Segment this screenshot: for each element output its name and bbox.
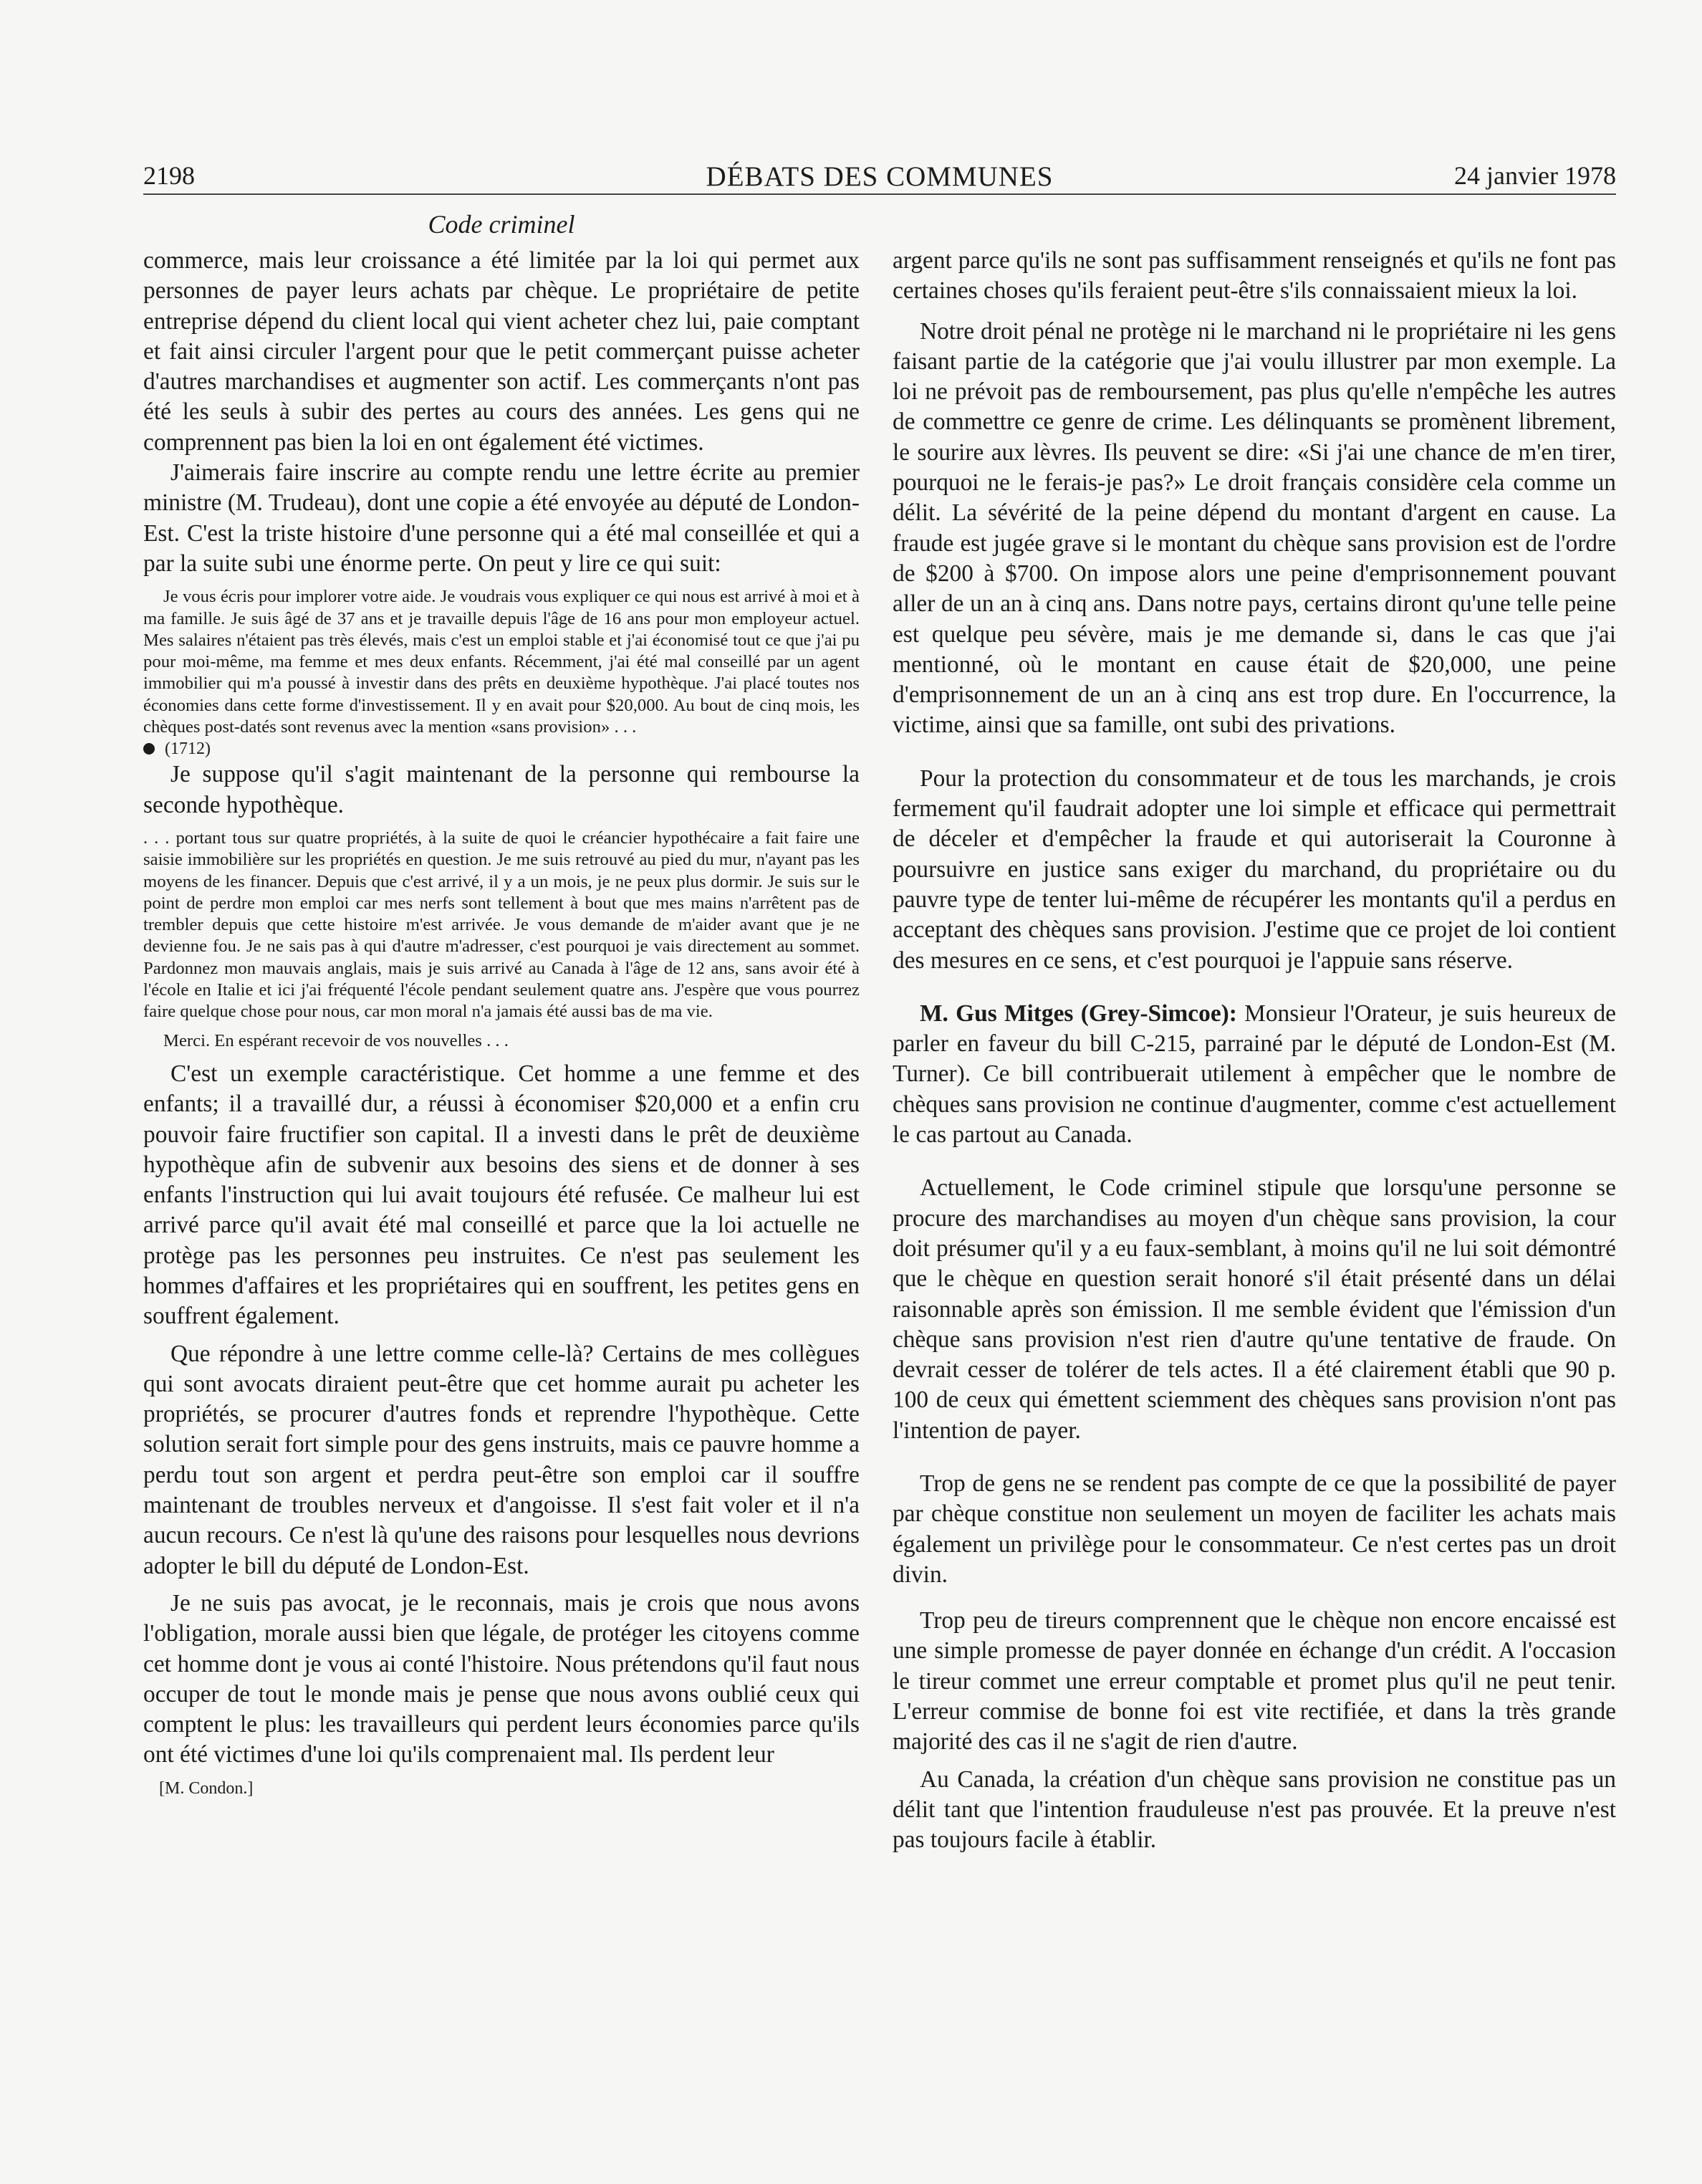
paragraph: Trop de gens ne se rendent pas compte de ce que la possibilité de payer par chèque constitue non seulement un moyen de faciliter les achats mais également un privilège pour le consommateur. Ce n'est certes pas un droit divin. [893, 1470, 1616, 1588]
paragraph: Que répondre à une lettre comme celle-là? Certains de mes collègues qui sont avocats diraient peut-être que cet homme aurait pu acheter les propriétés, se procurer d'autres fonds et reprendre l'hypothèque. Cette solution serait fort simple pour des gens instruits, mais ce pauvre homme a perdu tout son argent et perdra peut-être son emploi car il souffre maintenant de troubles nerveux et d'angoisse. Il s'est fait voler et il n'a aucun recours. Ce n'est là qu'une des raisons pour lesquelles nous devrions adopter le bill du député de London-Est. [143, 1340, 860, 1579]
time-marker [143, 738, 860, 760]
quoted-letter: . . . portant tous sur quatre propriétés, à la suite de quoi le créancier hypothécaire a fait faire une saisie immobilière sur les propriétés en question. Je me suis retrouvé au pied du mur, n'ayant pas les moyens de les financer. Depuis que c'est arrivé, il y a un mois, je ne peux plus dormir. Je suis sur le point de perdre mon emploi car mes nerfs sont tellement à bout que mes mains n'arrêtent pas de trembler depuis que cette histoire m'est arrivée. Je vous demande de m'aider avant que je ne devienne fou. Je ne sais pas à qui d'autre m'adresser, c'est pourquoi je vais directement au sommet. Pardonnez mon mauvais anglais, mais je suis arrivé au Canada à l'âge de 12 ans, sans avoir été à l'école en Italie et ici j'ai fréquenté l'école pendant seulement quatre ans. J'espère que vous pourrez faire quelque chose pour nous, car mon moral n'a jamais été aussi bas de ma vie. [143, 828, 860, 1022]
page-number: 2198 [143, 161, 195, 190]
issue-date: 24 janvier 1978 [1454, 161, 1616, 190]
paragraph: Notre droit pénal ne protège ni le marchand ni le propriétaire ni les gens faisant partie de la catégorie que j'ai voulu illustrer par mon exemple. La loi ne prévoit pas de remboursement, pas plus qu'elle n'empêche les autres de commettre ce genre de crime. Les délinquants se promènent librement, le sourire aux lèvres. Ils peuvent se dire: «Si j'ai une chance de m'en tirer, pourquoi ne le ferais-je pas?» Le droit français considère cela comme un délit. La sévérité de la peine dépend du montant d'argent en cause. La fraude est jugée grave si le montant du chèque sans provision est de l'ordre de $200 à $700. On impose alors une peine d'emprisonnement pouvant aller de un an à cinq ans. Dans notre pays, certains diront qu'une telle peine est quelque peu sévère, mais je me demande si, dans le cas que j'ai mentionné, où le montant en cause était de $20,000, une peine d'emprisonnement de un an à cinq ans est trop dure. En l'occurrence, la victime, ainsi que sa famille, ont subi des privations. [893, 317, 1616, 739]
paragraph: Pour la protection du consommateur et de tous les marchands, je crois fermement qu'il faudrait adopter une loi simple et efficace qui permettrait de déceler et d'empêcher la fraude et qui autoriserait la Couronne à poursuivre en justice sans exiger du marchand, du propriétaire ou du pauvre type de tenter lui-même de récupérer les montants qu'il a perdus en acceptant des chèques sans provision. J'estime que ce projet de loi contient des mesures en ce sens, et c'est pourquoi je l'appuie sans réserve. [893, 765, 1616, 974]
left-column [143, 246, 860, 1799]
bullet-icon [143, 743, 155, 755]
paragraph: Je ne suis pas avocat, je le reconnais, mais je crois que nous avons l'obligation, morale aussi bien que légale, de protéger les citoyens comme cet homme dont je vous ai conté l'histoire. Nous prétendons qu'il faut nous occuper de tout le monde mais je pense que nous avons oublié ceux qui comptent le plus: les travailleurs qui perdent leurs économies parce qu'ils ont été victimes d'une loi qu'ils comprenaient mal. Ils perdent leur [143, 1589, 860, 1768]
time-marker-label: (1712) [165, 739, 211, 759]
running-header [143, 156, 1616, 195]
paragraph: J'aimerais faire inscrire au compte rendu une lettre écrite au premier ministre (M. Trudeau), dont une copie a été envoyée au député de London-Est. C'est la triste histoire d'une personne qui a été mal conseillée et qui a par la suite subi une énorme perte. On peut y lire ce qui suit: [143, 459, 860, 577]
paragraph: C'est un exemple caractéristique. Cet homme a une femme et des enfants; il a travaillé dur, a réussi à économiser $20,000 et a enfin cru pouvoir faire fructifier son capital. Il a investi dans le prêt de deuxième hypothèque afin de subvenir aux besoins des siens et de donner à ses enfants l'instruction qui lui avait toujours été refusée. Ce malheur lui est arrivé parce qu'il avait été mal conseillé et parce que la loi actuelle ne protège pas les personnes peu instruites. Ce n'est pas seulement les hommes d'affaires et les propriétaires qui en souffrent, les petites gens en souffrent également. [143, 1060, 860, 1330]
paragraph: Je suppose qu'il s'agit maintenant de la personne qui rembourse la seconde hypothèque. [143, 761, 860, 818]
paragraph: Trop peu de tireurs comprennent que le chèque non encore encaissé est une simple promesse de payer donnée en échange d'un crédit. A l'occasion le tireur commet une erreur comptable et promet plus qu'il ne peut tenir. L'erreur commise de bonne foi est vite rectifiée, et dans la très grande majorité des cas il ne s'agit de rien d'autre. [893, 1607, 1616, 1756]
paragraph: argent parce qu'ils ne sont pas suffisamment renseignés et qu'ils ne font pas certaines choses qu'ils feraient peut-être s'ils connaissaient mieux la loi. [893, 247, 1616, 305]
quoted-letter-closing: Merci. En espérant recevoir de vos nouvelles . . . [163, 1030, 509, 1050]
paragraph: commerce, mais leur croissance a été limitée par la loi qui permet aux personnes de payer leurs achats par chèque. Le propriétaire de petite entreprise dépend du client local qui vient acheter chez lui, paie comptant et fait ainsi circuler l'argent pour que le petit commerçant puisse acheter d'autres marchandises et augmenter son actif. Les commerçants n'ont pas été les seuls à subir des pertes au cours des années. Les gens qui ne comprennent pas bien la loi en ont également été victimes. [143, 247, 860, 456]
speaker-note: [M. Condon.] [159, 1778, 254, 1798]
speech-text: Monsieur l'Orateur, je suis heureux de parler en faveur du bill C-215, parrainé par le député de London-Est (M. Turner). Ce bill contribuerait utilement à empêcher que le nombre de chèques sans provision ne continue d'augmenter, comme c'est actuellement le cas partout au Canada. [893, 1000, 1616, 1149]
section-title: Code criminel [428, 210, 575, 239]
paragraph: Actuellement, le Code criminel stipule que lorsqu'une personne se procure des marchandises au moyen d'un chèque sans provision, la cour doit présumer qu'il y a eu faux-semblant, à moins qu'il ne lui soit démontré que le chèque en question serait honoré s'il était présenté dans un délai raisonnable après son émission. Il me semble évident que l'émission d'un chèque sans provision n'est rien d'autre qu'une tentative de fraude. On devrait cesser de tolérer de tels actes. Il a été clairement établi que 90 p. 100 de ceux qui émettent sciemment des chèques sans provision n'ont pas l'intention de payer. [893, 1174, 1616, 1444]
publication-title: DÉBATS DES COMMUNES [706, 161, 1054, 192]
right-column [893, 246, 1616, 1856]
quoted-letter: Je vous écris pour implorer votre aide. Je voudrais vous expliquer ce qui nous est arrivé à moi et à ma famille. Je suis âgé de 37 ans et je travaille depuis l'âge de 16 ans pour mon employeur actuel. Mes salaires n'étaient pas très élevés, mais c'est un emploi stable et j'ai économisé tout ce que j'ai pu pour moi-même, ma femme et mes deux enfants. Récemment, j'ai été mal conseillé par un agent immobilier qui m'a poussé à investir dans des prêts en deuxième hypothèque. J'ai placé toutes nos économies dans cette forme d'investissement. Il y en avait pour $20,000. Au bout de cinq mois, les chèques post-datés sont revenus avec la mention «sans provision» . . . [143, 587, 860, 737]
speaker-name: M. Gus Mitges (Grey-Simcoe): [920, 1000, 1237, 1027]
speech-paragraph [893, 999, 1616, 1150]
paragraph: Au Canada, la création d'un chèque sans provision ne constitue pas un délit tant que l'intention frauduleuse n'est pas prouvée. Et la preuve n'est pas toujours facile à établir. [893, 1766, 1616, 1854]
